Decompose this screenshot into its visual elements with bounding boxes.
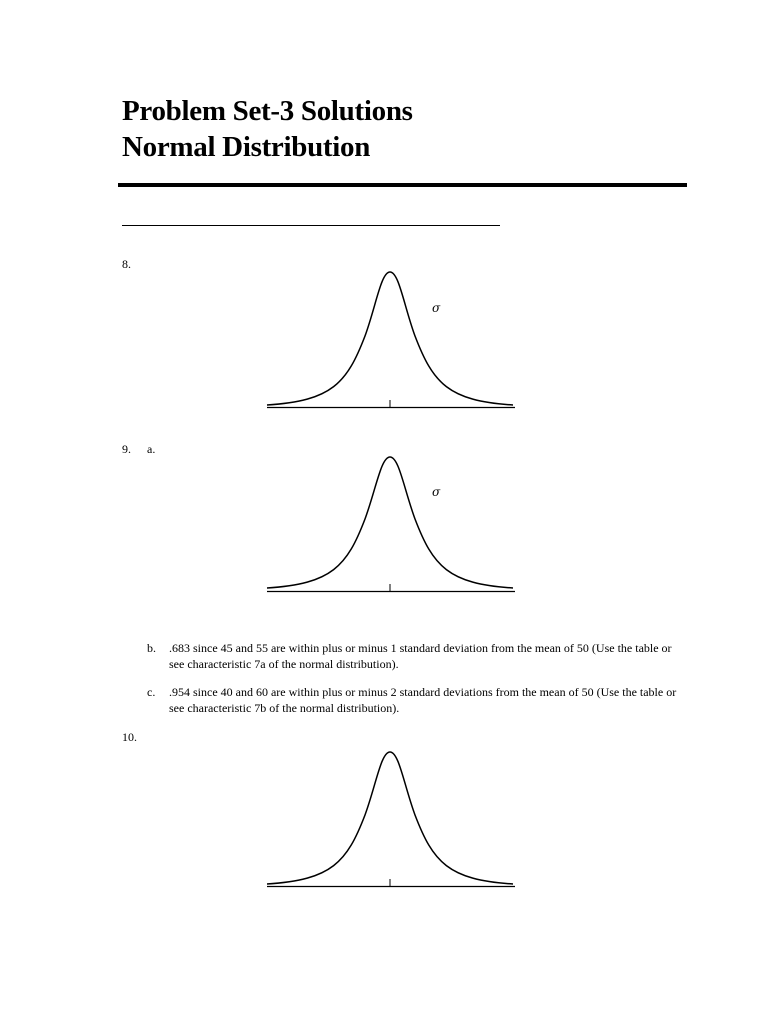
problem-9b	[147, 640, 677, 672]
figure-10-bell-curve	[267, 752, 513, 884]
title-divider-thin	[122, 225, 500, 226]
title-line-1: Problem Set-3 Solutions	[122, 95, 413, 127]
figure-9a-normal-curve	[262, 453, 520, 601]
figure-9a-bell-curve	[267, 457, 513, 588]
problem-9a-label: a.	[147, 442, 156, 456]
problem-9c	[147, 684, 677, 716]
problem-8-number: 8.	[122, 257, 131, 271]
figure-9a-sigma-label: σ	[432, 485, 441, 499]
title-line-2: Normal Distribution	[122, 131, 371, 163]
problem-9c-label: c.	[147, 685, 156, 699]
figure-8-bell-curve	[267, 272, 513, 405]
problem-9c-text: .954 since 40 and 60 are within plus or minus 2 standard deviations from the mean of 50 (Use the table or see characteristic 7b of the normal distribution).	[169, 685, 677, 715]
problem-10-number: 10.	[122, 730, 137, 744]
title-divider-thick	[118, 183, 687, 187]
problem-9-number: 9.	[122, 442, 131, 456]
page-title	[122, 93, 413, 165]
figure-8-normal-curve	[262, 268, 520, 416]
figure-10-normal-curve	[262, 748, 520, 896]
problem-9b-text: .683 since 45 and 55 are within plus or minus 1 standard deviation from the mean of 50 (Use the table or see characteristic 7a of the normal distribution).	[169, 641, 672, 671]
problem-9b-label: b.	[147, 641, 156, 655]
figure-8-sigma-label: σ	[432, 301, 441, 315]
